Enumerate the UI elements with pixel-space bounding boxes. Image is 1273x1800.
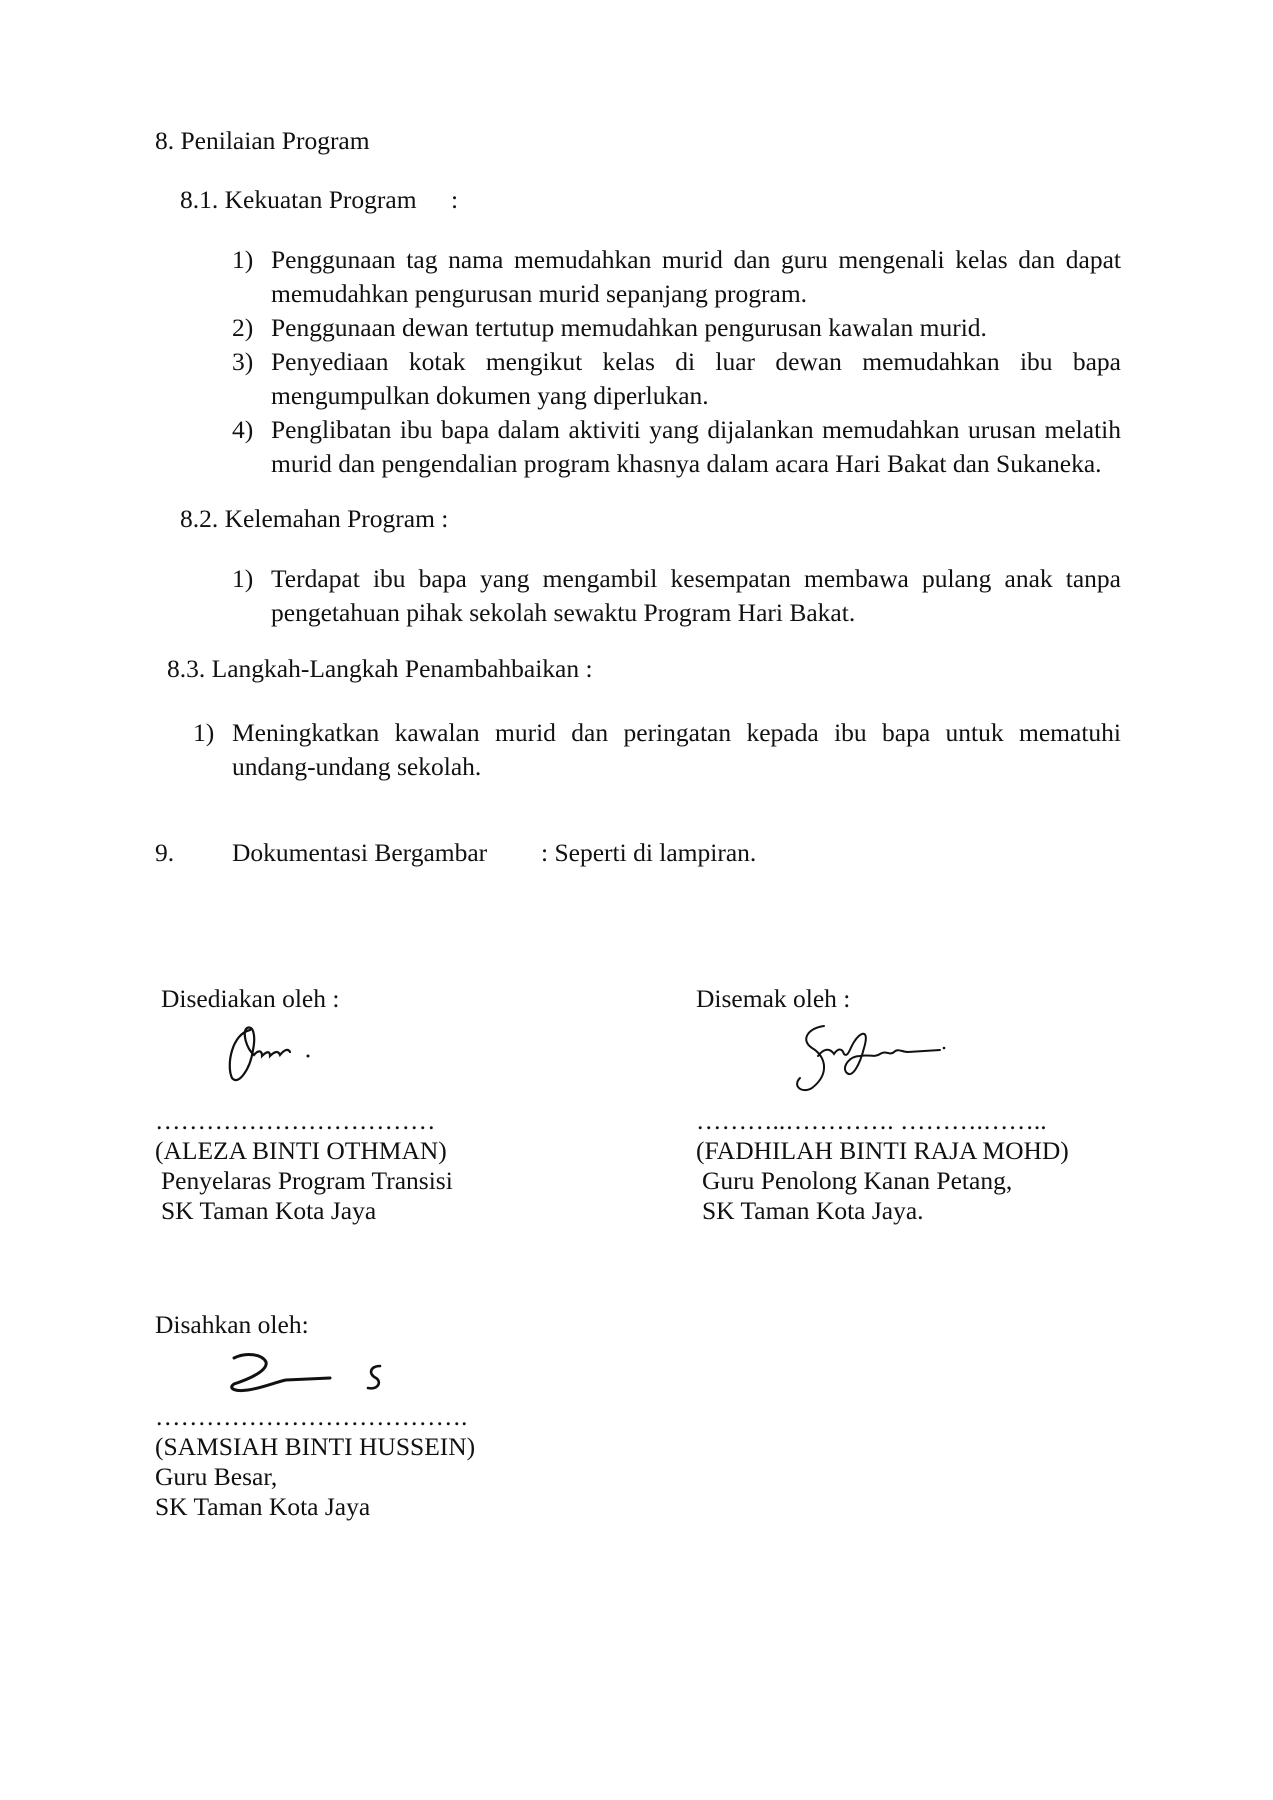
signature-checked <box>790 1018 950 1098</box>
approved-role: Guru Besar, <box>155 1462 278 1491</box>
prepared-name: (ALEZA BINTI OTHMAN) <box>155 1136 447 1165</box>
prepared-role: Penyelaras Program Transisi <box>161 1166 453 1195</box>
prepared-heading: Disediakan oleh : <box>161 984 340 1013</box>
checked-heading: Disemak oleh : <box>696 984 851 1013</box>
checked-role: Guru Penolong Kanan Petang, <box>702 1166 1013 1195</box>
signature-approved <box>222 1348 392 1398</box>
section-9-number: 9. <box>155 838 175 867</box>
section-9-value: : Seperti di lampiran. <box>541 838 757 867</box>
signature-prepared <box>220 1020 320 1090</box>
approved-school: SK Taman Kota Jaya <box>155 1492 371 1521</box>
prepared-school: SK Taman Kota Jaya <box>161 1196 377 1225</box>
section-8-2-label: 8.2. Kelemahan Program : <box>180 504 449 533</box>
checked-name: (FADHILAH BINTI RAJA MOHD) <box>696 1136 1069 1165</box>
section-8-3-label: 8.3. Langkah-Langkah Penambahbaikan : <box>167 654 593 683</box>
section-8-1-label: 8.1. Kekuatan Program <box>180 185 417 214</box>
approved-name: (SAMSIAH BINTI HUSSEIN) <box>155 1432 476 1461</box>
approved-heading: Disahkan oleh: <box>155 1310 309 1339</box>
prepared-dots: …………………………… <box>155 1106 436 1135</box>
checked-school: SK Taman Kota Jaya. <box>702 1196 924 1225</box>
section-9-label: Dokumentasi Bergambar <box>232 838 488 867</box>
approved-dots: ………………………………. <box>155 1402 468 1431</box>
checked-dots: ………..…………. ……….…….. <box>696 1106 1047 1135</box>
section-8-1-colon: : <box>451 185 459 214</box>
section-8-title: 8. Penilaian Program <box>155 126 370 155</box>
